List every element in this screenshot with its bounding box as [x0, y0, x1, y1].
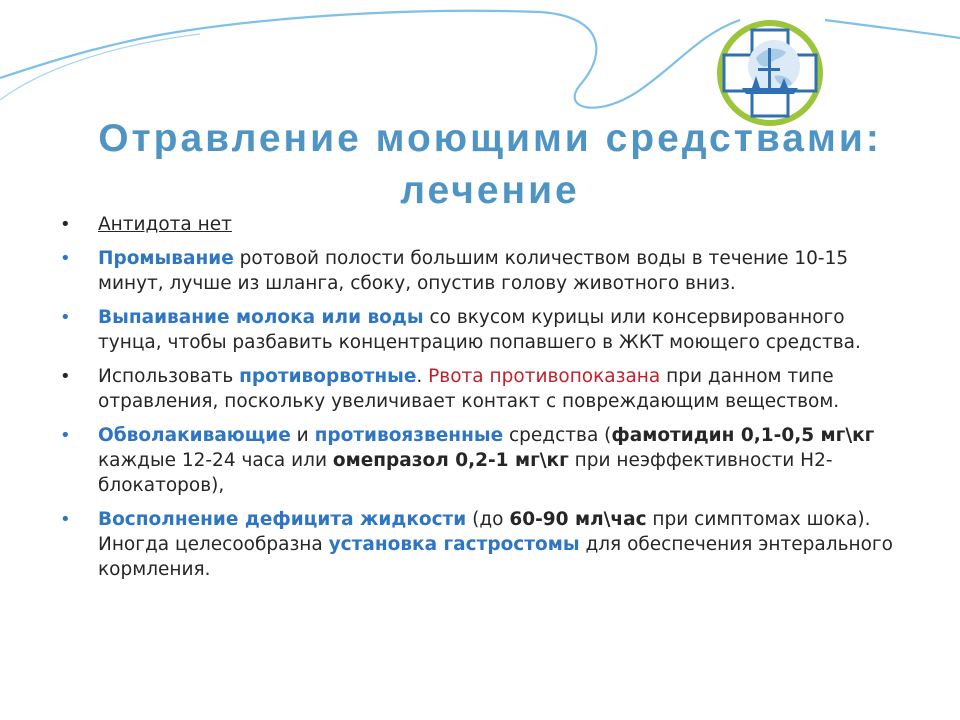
bullet-icon: • — [60, 366, 71, 387]
bullet-icon: • — [60, 248, 71, 269]
bullet-text-segment: при симптомах шока). Иногда целесообразна — [98, 509, 871, 555]
slide-title: Отравление моющими средствами: — [98, 117, 882, 160]
bullet-text-segment: противоязвенные — [314, 425, 504, 446]
bullet-text-segment: и — [290, 425, 315, 446]
bullet-item — [60, 364, 910, 414]
bullet-text-segment: . — [416, 366, 429, 387]
bullet-text-segment: ротовой полости большим количеством воды в течение 10-15 минут, лучше из шланга, сбоку, опустив голову животного вниз. — [98, 248, 849, 294]
bullet-icon: • — [60, 307, 71, 328]
bullet-text-segment: Промывание — [98, 248, 234, 269]
bullet-item — [60, 423, 910, 498]
bullet-item — [60, 246, 910, 296]
bullet-text-segment: Обволакивающие — [98, 425, 291, 446]
bullet-text-segment: средства ( — [503, 425, 612, 446]
bullet-text-segment: для обеспечения энтерального кормления. — [98, 534, 893, 580]
bullet-text-segment: (до — [466, 509, 510, 530]
medical-cross-globe-logo-icon — [712, 18, 828, 128]
bullet-text-segment: со вкусом курицы или консервированного тунца, чтобы разбавить концентрацию попавшего в ЖКТ моющего средства. — [98, 307, 861, 353]
bullet-text-segment: при неэффективности Н2-блокаторов), — [98, 450, 833, 496]
bullet-text-segment: Рвота противопоказана — [428, 366, 661, 387]
bullet-text-segment: противорвотные — [239, 366, 417, 387]
bullet-text-segment: Антидота нет — [98, 214, 232, 235]
bullet-icon: • — [60, 214, 71, 235]
bullet-text-segment: Восполнение дефицита жидкости — [98, 509, 467, 530]
bullet-icon: • — [60, 425, 71, 446]
bullet-item — [60, 507, 910, 582]
bullet-item — [60, 212, 910, 237]
bullet-text-segment: омепразол 0,2-1 мг\кг — [332, 450, 569, 471]
bullet-list — [60, 212, 910, 591]
bullet-item — [60, 305, 910, 355]
bullet-text-segment: Использовать — [98, 366, 240, 387]
slide-title-line2: лечение — [400, 169, 580, 212]
bullet-text-segment: Выпаивание молока или воды — [98, 307, 424, 328]
bullet-text-segment: установка гастростомы — [328, 534, 580, 555]
bullet-text-segment: каждые 12-24 часа или — [98, 450, 333, 471]
bullet-text-segment: 60-90 мл\час — [509, 509, 647, 530]
bullet-text-segment: фамотидин 0,1-0,5 мг\кг — [611, 425, 875, 446]
bullet-text-segment: при данном типе отравления, поскольку увеличивает контакт с повреждающим веществом. — [98, 366, 840, 412]
bullet-icon: • — [60, 509, 71, 530]
